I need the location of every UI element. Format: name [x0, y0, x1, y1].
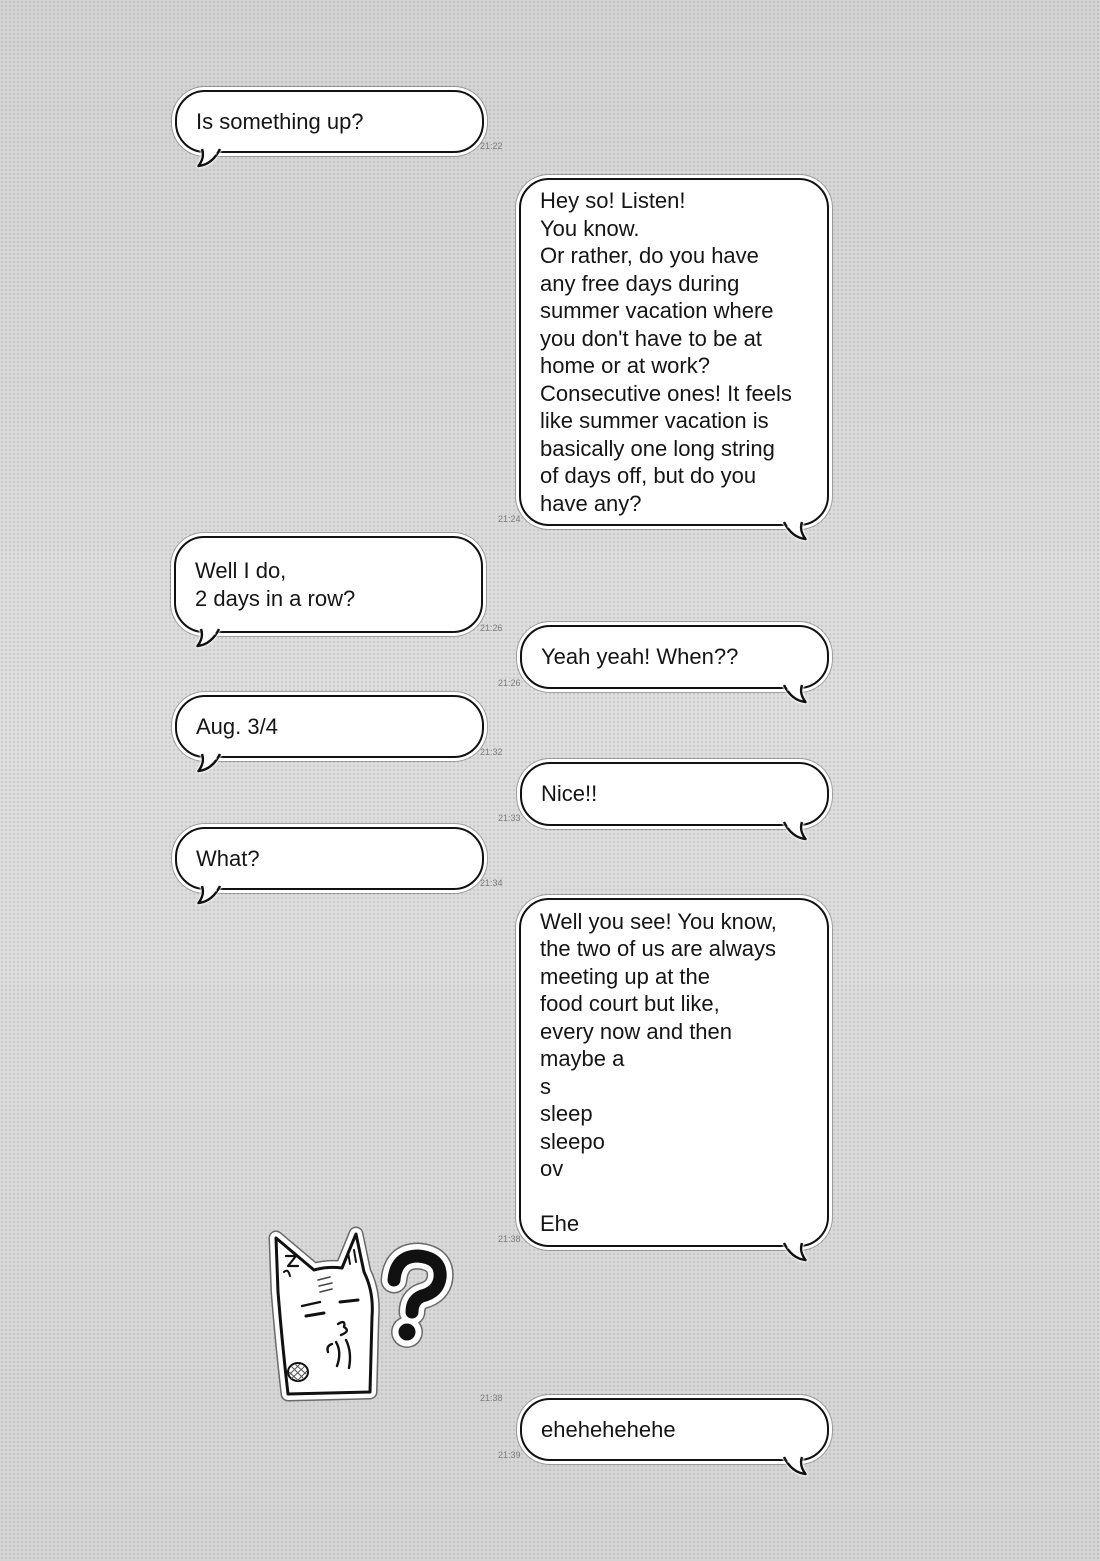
message-bubble-sent[interactable]	[520, 762, 829, 826]
message-bubble-received[interactable]	[175, 90, 484, 153]
message-timestamp: 21:34	[480, 878, 503, 888]
message-text: What?	[196, 845, 260, 871]
message-text: Hey so! Listen! You know. Or rather, do you have any free days during summer vacation where you don't have to be at home or at work? Consecutive ones! It feels like summer vacation is basically one long string of days off, but do you have any?	[540, 188, 792, 516]
message-timestamp: 21:38	[480, 1393, 503, 1403]
bubble-tail-icon	[197, 886, 225, 906]
message-timestamp: 21:33	[498, 813, 521, 823]
message-text: ehehehehehe	[541, 1416, 676, 1442]
message-bubble-sent[interactable]	[519, 898, 829, 1247]
message-text: Is something up?	[196, 108, 364, 134]
bubble-tail-icon	[779, 522, 807, 542]
message-timestamp: 21:26	[498, 678, 521, 688]
message-timestamp: 21:39	[498, 1450, 521, 1460]
message-text: Aug. 3/4	[196, 713, 278, 739]
bubble-tail-icon	[779, 822, 807, 842]
message-timestamp: 21:32	[480, 747, 503, 757]
bubble-tail-icon	[197, 149, 225, 169]
message-text: Yeah yeah! When??	[541, 644, 739, 670]
bubble-tail-icon	[779, 1243, 807, 1263]
bubble-tail-icon	[779, 685, 807, 705]
sticker-image	[262, 1220, 458, 1410]
cat-question-sticker[interactable]	[262, 1220, 458, 1410]
message-timestamp: 21:38	[498, 1234, 521, 1244]
message-timestamp: 21:26	[480, 623, 503, 633]
message-timestamp: 21:22	[480, 141, 503, 151]
message-text: Nice!!	[541, 781, 598, 807]
cat-icon	[276, 1234, 372, 1394]
question-mark-icon	[391, 1256, 440, 1348]
message-bubble-received[interactable]	[174, 536, 483, 633]
bubble-tail-icon	[779, 1457, 807, 1477]
message-bubble-sent[interactable]	[520, 625, 829, 689]
message-bubble-received[interactable]	[175, 695, 484, 758]
bubble-tail-icon	[197, 754, 225, 774]
bubble-tail-icon	[196, 629, 224, 649]
message-bubble-sent[interactable]	[519, 178, 829, 526]
message-timestamp: 21:24	[498, 514, 521, 524]
message-bubble-received[interactable]	[175, 827, 484, 890]
message-text: Well I do, 2 days in a row?	[195, 558, 356, 611]
message-text: Well you see! You know, the two of us are always meeting up at the food court but like, every now and then maybe a s sleep sleepo ov Ehe	[540, 908, 777, 1236]
message-bubble-sent[interactable]	[520, 1398, 829, 1461]
